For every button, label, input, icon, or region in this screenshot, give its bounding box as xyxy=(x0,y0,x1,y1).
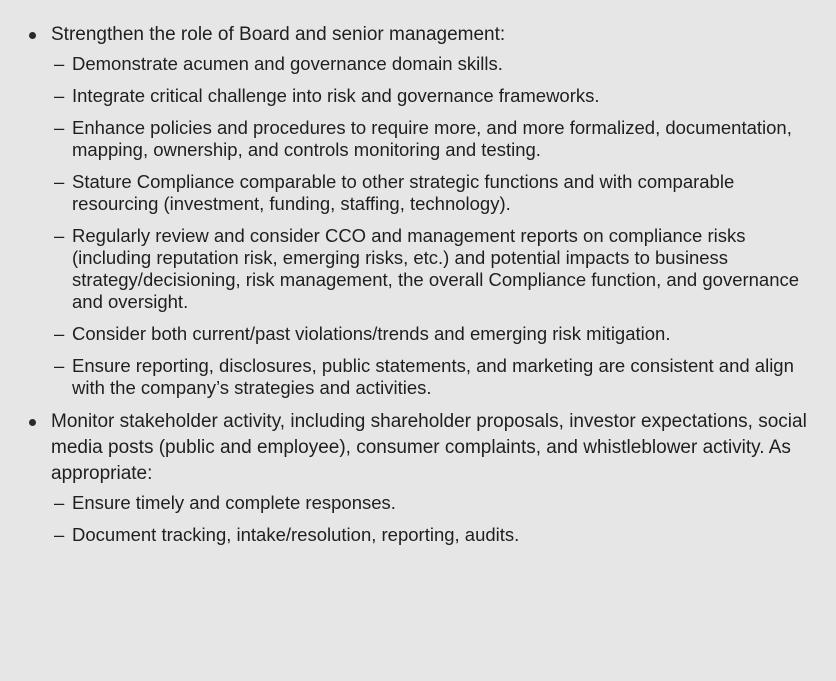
sub-list xyxy=(51,53,818,399)
sub-item-text: Stature Compliance comparable to other strategic functions and with comparable resourcing (investment, funding, staffing, technology). xyxy=(72,171,735,214)
bullet-text: Strengthen the role of Board and senior management: xyxy=(51,24,506,45)
sub-item-text: Ensure reporting, disclosures, public statements, and marketing are consistent and align with the company’s strategies and activities. xyxy=(72,355,794,398)
sub-item-text: Integrate critical challenge into risk and governance frameworks. xyxy=(72,85,600,106)
dash-icon: – xyxy=(54,117,65,138)
sub-list xyxy=(51,492,818,546)
sub-item-text: Ensure timely and complete responses. xyxy=(72,492,396,513)
dash-icon: – xyxy=(54,355,65,376)
dash-icon: – xyxy=(54,323,65,344)
sub-item xyxy=(51,85,818,107)
dash-icon: – xyxy=(54,171,65,192)
sub-item xyxy=(51,53,818,75)
sub-item xyxy=(51,524,818,546)
bullet-list xyxy=(27,22,818,546)
dash-icon: – xyxy=(54,492,65,513)
sub-item xyxy=(51,323,818,345)
sub-item xyxy=(51,171,818,215)
sub-item-text: Demonstrate acumen and governance domain skills. xyxy=(72,53,503,74)
sub-item-text: Consider both current/past violations/trends and emerging risk mitigation. xyxy=(72,323,671,344)
sub-item xyxy=(51,492,818,514)
dash-icon: – xyxy=(54,524,65,545)
bullet-item-board-role xyxy=(27,22,818,399)
sub-item-text: Regularly review and consider CCO and management reports on compliance risks (including reputation risk, emerging risks, etc.) and potential impacts to business strategy/decisioning, risk management, the overall Compliance function, and governance and oversight. xyxy=(72,225,800,312)
sub-item xyxy=(51,355,818,399)
dash-icon: – xyxy=(54,85,65,106)
sub-item xyxy=(51,117,818,161)
bullet-dot-icon xyxy=(29,419,36,426)
sub-item xyxy=(51,225,818,313)
bullet-dot-icon xyxy=(29,32,36,39)
dash-icon: – xyxy=(54,225,65,246)
dash-icon: – xyxy=(54,53,65,74)
bullet-text: Monitor stakeholder activity, including shareholder proposals, investor expectations, social media posts (public and employee), consumer complaints, and whistleblower activity. As appropriate: xyxy=(51,411,807,484)
bullet-item-stakeholder-activity xyxy=(27,409,818,546)
sub-item-text: Document tracking, intake/resolution, reporting, audits. xyxy=(72,524,520,545)
sub-item-text: Enhance policies and procedures to require more, and more formalized, documentation, mapping, ownership, and controls monitoring and testing. xyxy=(72,117,792,160)
